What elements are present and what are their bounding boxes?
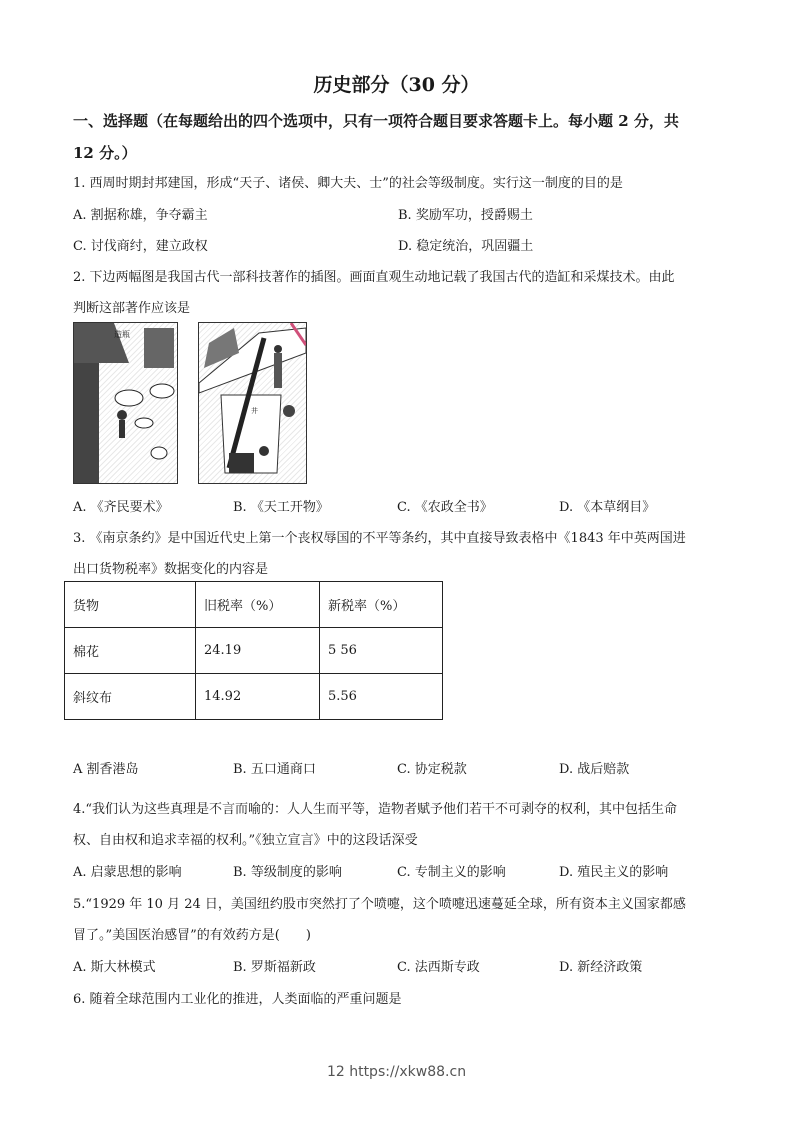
table-header-cell: 货物 [65,582,196,628]
option-c[interactable]: C. 专制主义的影响 [397,865,506,880]
option-d[interactable]: D. 《本草纲目》 [559,500,656,515]
option-c[interactable]: C. 《农政全书》 [397,500,493,515]
table-header-cell: 新税率（%） [320,582,443,628]
question-2-stem [73,266,675,285]
pottery-illustration-icon [74,323,177,483]
section-heading-line2: 12 分。） [73,144,137,162]
question-5-stem [73,893,686,912]
question-2-stem-line2: 判断这部著作应该是 [73,301,191,316]
question-text: “1929 年 10 月 24 日，美国纽约股市突然打了个喷嚏，这个喷嚏迅速蔓延全球，所有资本主义国家都感 [85,897,686,912]
coal-mining-illustration-icon [199,323,306,483]
table-header-row [65,582,443,628]
page-title: 历史部分（30 分） [313,74,480,96]
question-number: 4. [73,802,86,817]
option-a[interactable]: A 割香港岛 [73,762,139,777]
svg-text:井: 井 [251,407,258,415]
option-a[interactable]: A. 《齐民要术》 [73,500,169,515]
table-row [65,674,443,720]
table-cell: 5 56 [320,628,443,674]
table-row [65,628,443,674]
question-3-stem-line2: 出口货物税率》数据变化的内容是 [73,562,269,577]
question-text: 《南京条约》是中国近代史上第一个丧权辱国的不平等条约，其中直接导致表格中《1843 年中英两国进 [89,531,686,546]
tax-rate-table [64,581,443,720]
table-cell: 斜纹布 [65,674,196,720]
question-3-stem [73,527,686,546]
question-text: 西周时期封邦建国，形成“天子、诸侯、卿大夫、士”的社会等级制度。实行这一制度的目的是 [89,176,623,191]
section-heading-line1: 一、选择题（在每题给出的四个选项中，只有一项符合题目要求答题卡上。每小题 2 分，共 [73,112,679,130]
option-a[interactable]: A. 斯大林模式 [73,960,156,975]
option-d[interactable]: D. 战后赔款 [559,762,630,777]
question-number: 2. [73,270,86,285]
question-4-stem [73,798,677,817]
option-b[interactable]: B. 奖励军功，授爵赐土 [398,208,533,223]
question-4-stem-line2: 权、自由权和追求幸福的权利。”《独立宣言》中的这段话深受 [73,833,418,848]
question-text: 随着全球范围内工业化的推进，人类面临的严重问题是 [89,992,402,1007]
question-text: 下边两幅图是我国古代一部科技著作的插图。画面直观生动地记载了我国古代的造缸和采煤技术。由此 [89,270,675,285]
table-cell: 14.92 [196,674,320,720]
question-number: 5. [73,897,86,912]
illustration-pottery-making [73,322,178,484]
table-cell: 24.19 [196,628,320,674]
option-d[interactable]: D. 稳定统治，巩固疆土 [398,239,534,254]
table-cell: 5.56 [320,674,443,720]
question-6-stem [73,988,402,1007]
question-text: “我们认为这些真理是不言而喻的：人人生而平等，造物者赋予他们若干不可剥夺的权利，其中包括生命 [85,802,678,817]
option-b[interactable]: B. 罗斯福新政 [233,960,316,975]
question-number: 3. [73,531,86,546]
question-number: 1. [73,176,86,191]
option-c[interactable]: C. 法西斯专政 [397,960,480,975]
option-b[interactable]: B. 五口通商口 [233,762,316,777]
svg-text:造瓶: 造瓶 [114,330,130,339]
question-number: 6. [73,992,86,1007]
table-header-cell: 旧税率（%） [196,582,320,628]
option-a[interactable]: A. 启蒙思想的影响 [73,865,182,880]
page-footer: 12 https://xkw88.cn [326,1064,467,1080]
option-d[interactable]: D. 新经济政策 [559,960,643,975]
option-b[interactable]: B. 等级制度的影响 [233,865,342,880]
option-c[interactable]: C. 协定税款 [397,762,467,777]
table-cell: 棉花 [65,628,196,674]
illustration-coal-mining [198,322,307,484]
question-5-stem-line2: 冒了。”美国医治感冒”的有效药方是( ) [73,928,311,943]
option-d[interactable]: D. 殖民主义的影响 [559,865,669,880]
option-b[interactable]: B. 《天工开物》 [233,500,329,515]
question-1-stem [73,172,623,191]
option-a[interactable]: A. 割据称雄，争夺霸主 [73,208,208,223]
option-c[interactable]: C. 讨伐商纣，建立政权 [73,239,208,254]
